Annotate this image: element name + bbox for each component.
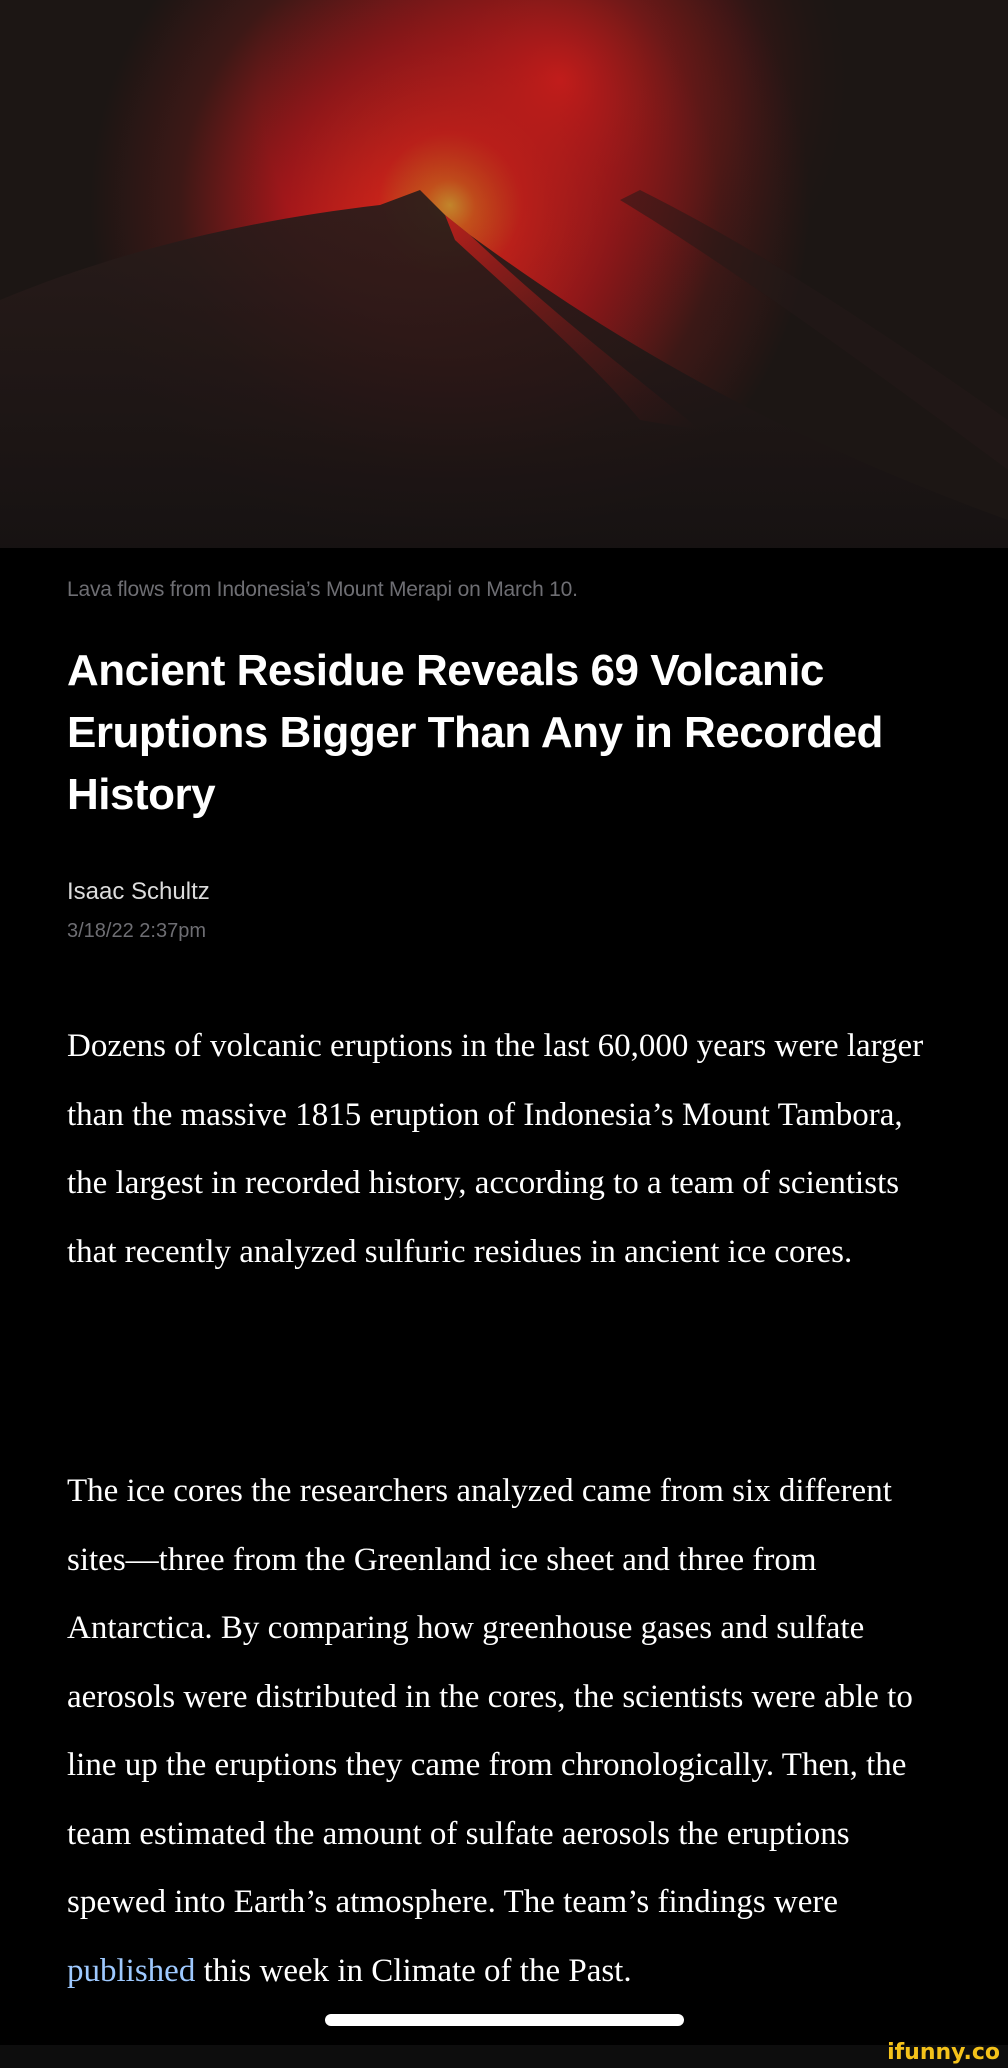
article-headline: Ancient Residue Reveals 69 Volcanic Eruptions Bigger Than Any in Recorded History [67,646,883,819]
article-paragraph-2 [67,1457,947,2005]
ifunny-watermark: ifunny.co [887,2040,1000,2065]
article-paragraph-1: Dozens of volcanic eruptions in the last 60,000 years were larger than the massive 1815 eruption of Indonesia’s Mount Tambora, the largest in recorded history, according to a team of scientists that recently analyzed sulfuric residues in ancient ice cores. [67,1028,924,1270]
author-name[interactable]: Isaac Schultz [67,878,210,905]
paragraph-2-text-end: this week in Climate of the Past. [195,1952,632,1989]
paragraph-2-text: The ice cores the researchers analyzed came from six different sites—three from the Greenland ice sheet and three from Antarctica. By comparing how greenhouse gases and sulfate aerosols were distributed in the cores, the scientists were able to line up the eruptions they came from chronologically. Then, the team estimated the amount of sulfate aerosols the eruptions spewed into Earth’s atmosphere. The team’s findings were [67,1473,913,1920]
image-caption: Lava flows from Indonesia’s Mount Merapi on March 10. [67,578,578,601]
published-link[interactable]: published [67,1952,196,1989]
volcano-eruption-photo [0,0,1008,548]
hero-image [0,0,1008,548]
home-indicator[interactable] [325,2014,684,2026]
publish-date: 3/18/22 2:37pm [67,920,206,942]
footer-bar [0,2045,1008,2068]
